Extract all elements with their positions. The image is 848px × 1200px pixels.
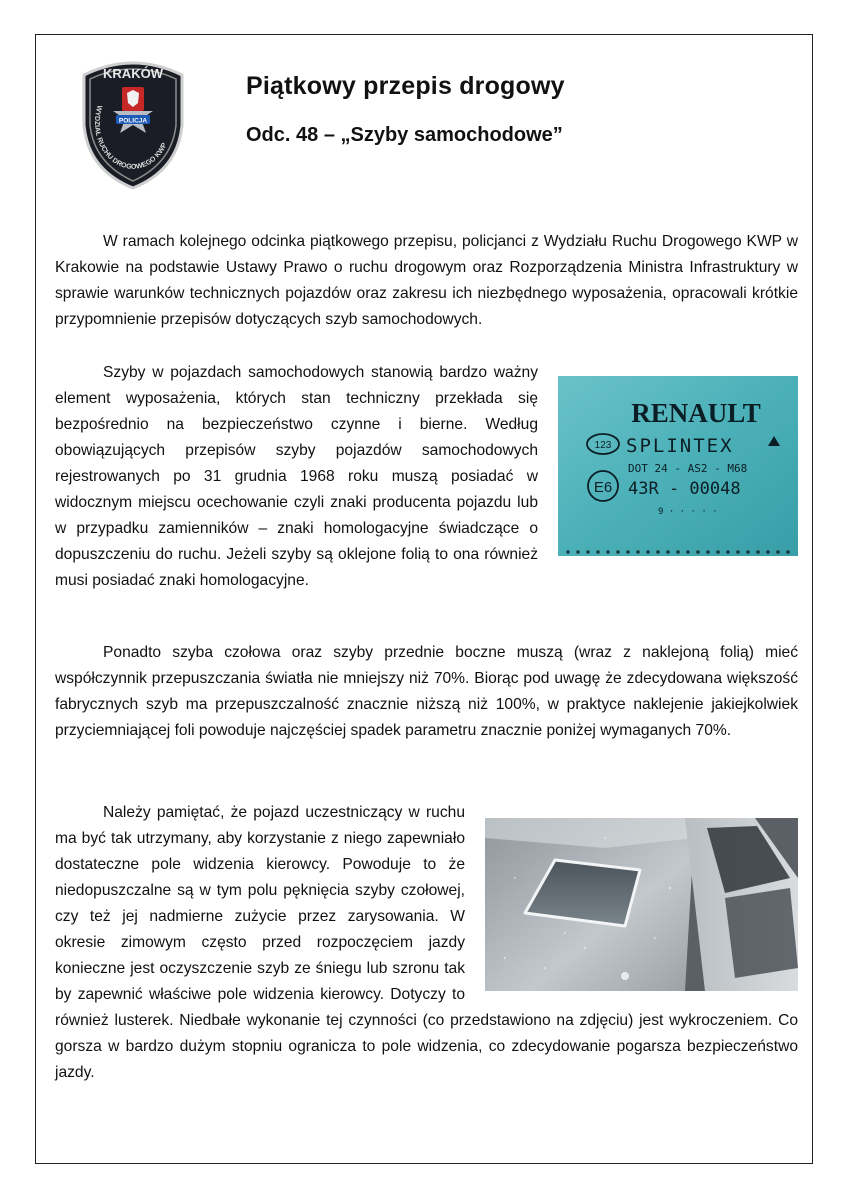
police-badge-logo xyxy=(78,55,188,190)
paragraph-visibility xyxy=(55,800,798,1086)
paragraph-glass-marking-text: Szyby w pojazdach samochodowych stanowią bardzo ważny element wyposażenia, których stan techniczny przekłada się bezpośrednio na bezpieczeństwo czynne i bierne. Według obowiązujących przepisów szyby pojazdów samochodowych rejestrowanych po 31 grudnia 1968 roku muszą posiadać w widocznym miejscu ocechowanie czyli znaki producenta pojazdu lub w przypadku zamienników – znaki homologacyjne świadczące o dopuszczeniu do ruchu. Jeżeli szyby są oklejone folią to ona również musi posiadać znaki homologacyjne. xyxy=(55,364,538,589)
frosted-windshield-photo xyxy=(485,818,798,991)
paragraph-glass-marking xyxy=(55,360,798,594)
glass-approval-number: 43R - 00048 xyxy=(628,479,741,499)
paragraph-intro: W ramach kolejnego odcinka piątkowego przepisu, policjanci z Wydziału Ruchu Drogowego KWP w Krakowie na podstawie Ustawy Prawo o ruchu drogowym oraz Rozporządzenia Ministra Infrastruktury w sprawie warunków technicznych pojazdów oraz zakresu ich niezbędnego wyposażenia, opracowali krótkie przypomnienie przepisów dotyczących szyb samochodowych. xyxy=(55,233,798,328)
paragraph-light-transmission: Ponadto szyba czołowa oraz szyby przednie boczne muszą (wraz z naklejoną folią) mieć współczynnik przepuszczania światła nie mniejszy niż 70%. Biorąc pod uwagę że zdecydowana większość fabrycznych szyb ma przepuszczalność znacznie niższą niż 100%, w praktyce naklejenie jakiejkolwiek przyciemniającej foli powoduje najczęściej spadek parametru znacznie poniżej wymaganych 70%. xyxy=(55,644,798,739)
paragraph-visibility-text: Należy pamiętać, że pojazd uczestniczący w ruchu ma być tak utrzymany, aby korzystanie z niego zapewniało dostateczne pole widzenia kierowcy. Powoduje to że niedopuszczalne są w tym polu pęknięcia szyby czołowej, czy też jej nadmierne zużycie przez zarysowania. W okresie zimowym często przed rozpoczęciem jazdy konieczne jest oczyszczenie szyb ze śniegu lub szronu tak by zapewnić właściwe pole widzenia kierowcy. Dotyczy to również lusterek. Niedbałe wykonanie tej czynności (co przedstawiono na zdjęciu) jest wykroczeniem. Co gorsza w bardzo dużym stopniu ogranicza to pole widzenia, co zdecydowanie pogarsza bezpieczeństwo jazdy. xyxy=(55,804,798,1081)
badge-top-text: KRAKÓW xyxy=(103,66,163,81)
glass-dots-text: 9 · · · · · xyxy=(658,507,718,517)
badge-center-text: POLICJA xyxy=(118,117,148,125)
badge-ring-text: WYDZIAŁ RUCHU DROGOWEGO KWP xyxy=(92,104,169,171)
glass-brand-text: RENAULT xyxy=(631,398,761,428)
page-title: Piątkowy przepis drogowy xyxy=(246,72,565,100)
page-subtitle: Odc. 48 – „Szyby samochodowe” xyxy=(246,124,563,146)
glass-circle-code: 123 xyxy=(594,440,612,451)
glass-maker-text: SPLINTEX xyxy=(626,435,734,457)
glass-marking-photo xyxy=(558,376,798,556)
glass-approval-mark: E6 xyxy=(593,479,613,496)
glass-dot-line: DOT 24 - AS2 - M68 xyxy=(628,462,748,475)
